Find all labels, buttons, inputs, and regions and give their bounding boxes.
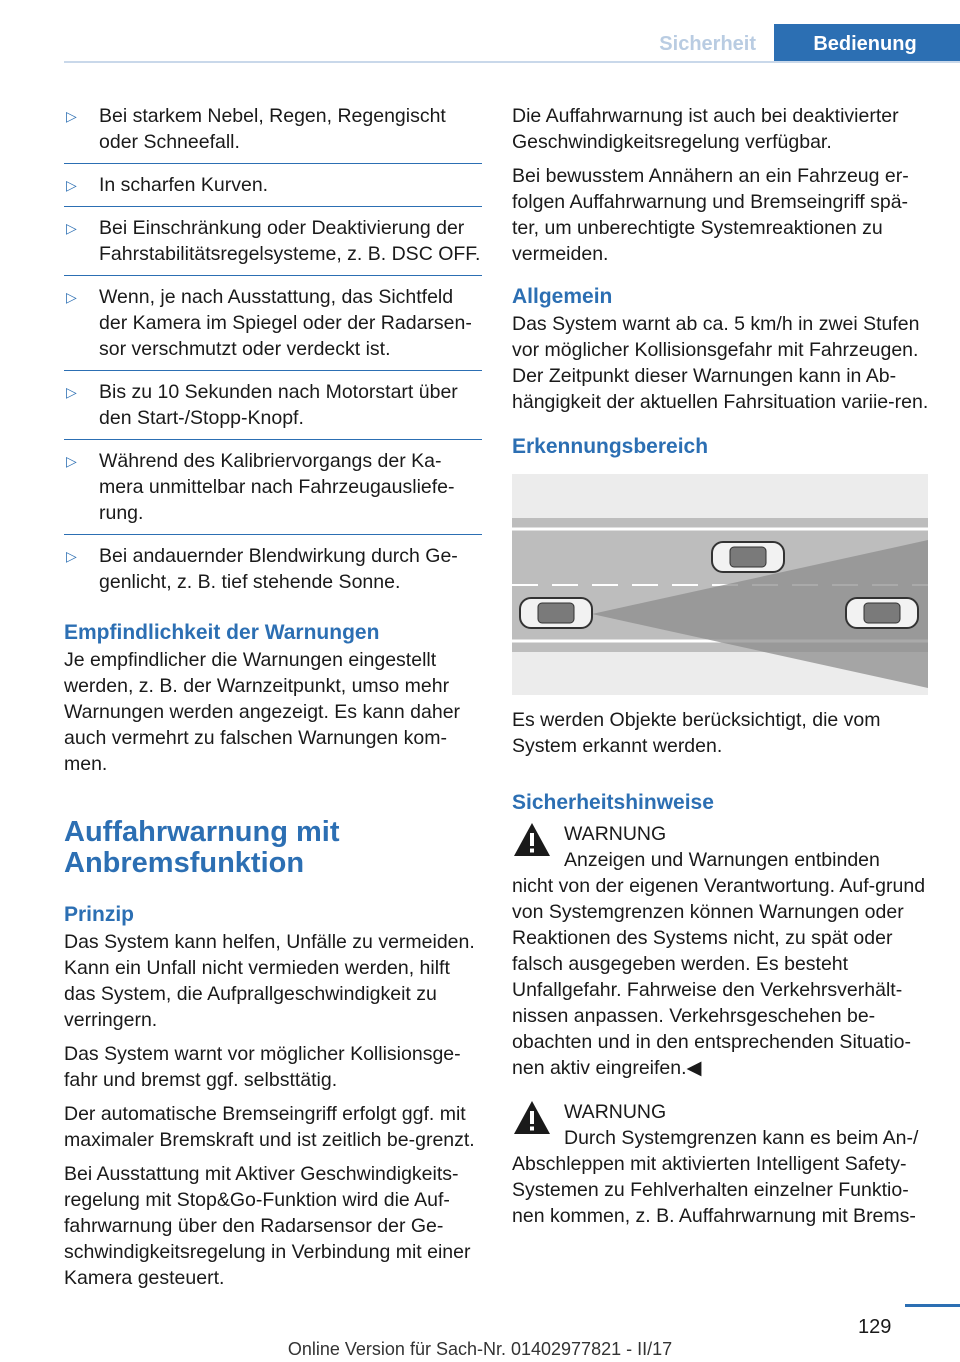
intro-paragraph: Die Auffahrwarnung ist auch bei deaktivierter Geschwindigkeitsregelung verfügbar. [512,105,899,153]
list-item [64,448,482,535]
list-item-text: Bei andauernder Blendwirkung durch Ge‐genlicht, z. B. tief stehende Sonne. [99,545,458,593]
section-title: Auffahrwarnung mit Anbremsfunktion [64,816,340,879]
detection-heading: Erkennungsbereich [512,435,709,458]
list-item-text: Wenn, je nach Ausstattung, das Sichtfeld der Kamera im Spiegel oder der Radarsen‐sor verschmutzt oder verdeckt ist. [99,286,472,360]
warning-first-line: Durch Systemgrenzen kann es beim An-/ [564,1127,919,1149]
general-heading: Allgemein [512,285,613,308]
warning-text: Abschleppen mit aktivierten Intelligent Safety-Systemen zu Fehlverhalten einzelner Funktio‐nen kommen, z. B. Auffahrwarnung mit Brems‐ [512,1153,916,1227]
list-item [64,284,482,371]
warning-label: WARNUNG [564,1101,667,1123]
triangle-bullet-icon: ▷ [66,177,77,193]
list-item-text: In scharfen Kurven. [99,174,269,196]
warning-block [512,821,930,1081]
warning-triangle-icon [512,1099,552,1136]
list-item-text: Während des Kalibriervorgangs der Ka‐mera unmittelbar nach Fahrzeugausliefe‐rung. [99,450,455,524]
footer-rule [905,1304,960,1307]
list-item [64,172,482,207]
condition-list [64,103,482,603]
principle-heading: Prinzip [64,903,135,926]
page-number: 129 [858,1316,892,1338]
header-tabs [641,24,960,62]
triangle-bullet-icon: ▷ [66,548,77,564]
tab-sicherheit[interactable]: Sicherheit [641,24,774,62]
list-item [64,543,482,603]
footer-note: Online Version für Sach-Nr. 01402977821 - II/17 [287,1339,673,1359]
warning-triangle-icon [512,821,552,858]
list-item [64,379,482,440]
sensitivity-text: Je empfindlicher die Warnungen eingestellt werden, z. B. der Warnzeitpunkt, umso mehr Warnungen werden angezeigt. Es kann daher auch vermehrt zu falschen Warnungen kom‐men. [64,649,461,775]
list-item-text: Bei starkem Nebel, Regen, Regengischt oder Schneefall. [99,105,446,153]
header-rule [64,61,960,63]
list-item-text: Bis zu 10 Sekunden nach Motorstart über den Start-/Stopp-Knopf. [99,381,458,429]
car-icon [712,542,784,572]
triangle-bullet-icon: ▷ [66,384,77,400]
left-column [64,103,482,1299]
list-item [64,215,482,276]
safety-heading: Sicherheitshinweise [512,791,714,814]
car-icon [520,598,592,628]
principle-paragraph: Das System warnt vor möglicher Kollisionsge‐fahr und bremst ggf. selbsttätig. [64,1043,461,1091]
triangle-bullet-icon: ▷ [66,289,77,305]
detection-range-illustration [512,474,928,695]
intro-paragraph: Bei bewusstem Annähern an ein Fahrzeug er‐folgen Auffahrwarnung und Bremseingriff spä‐ter, um unberechtigte Systemreaktionen zu vermeiden. [512,165,909,265]
principle-paragraph: Bei Ausstattung mit Aktiver Geschwindigkeits‐regelung mit Stop&Go-Funktion wird die Auf‐fahrwarnung über den Radarsensor der Ge‐schwindigkeitsregelung in Verbindung mit einer Kamera gesteuert. [64,1163,471,1289]
right-column [512,103,930,1229]
triangle-bullet-icon: ▷ [66,108,77,124]
list-item [64,103,482,164]
list-item-text: Bei Einschränkung oder Deaktivierung der Fahrstabilitätsregelsysteme, z. B. DSC OFF. [99,217,481,265]
warning-text: nicht von der eigenen Verantwortung. Auf‐grund von Systemgrenzen können Warnungen oder Reaktionen des Systems nicht, zu spät oder falsch ausgegeben werden. Es besteht Unfallgefahr. Fahrweise den Verkehrsverhält‐nissen anpassen. Verkehrsgeschehen be‐obachten und in den entsprechenden Situatio‐nen aktiv eingreifen.◀ [512,875,926,1079]
principle-paragraph: Der automatische Bremseingriff erfolgt ggf. mit maximaler Bremskraft und ist zeitlich be‐grenzt. [64,1103,475,1151]
triangle-bullet-icon: ▷ [66,453,77,469]
general-text: Das System warnt ab ca. 5 km/h in zwei Stufen vor möglicher Kollisionsgefahr mit Fahrzeugen. Der Zeitpunkt dieser Warnungen kann in Ab‐hängigkeit der aktuellen Fahrsituation variie‐ren. [512,313,929,413]
principle-paragraph: Das System kann helfen, Unfälle zu vermeiden. Kann ein Unfall nicht vermieden werden, hilft das System, die Aufprallgeschwindigkeit zu verringern. [64,931,475,1031]
triangle-bullet-icon: ▷ [66,220,77,236]
warning-label: WARNUNG [564,823,667,845]
car-icon [846,598,918,628]
warning-block [512,1099,930,1229]
figure-caption: Es werden Objekte berücksichtigt, die vom System erkannt werden. [512,709,881,757]
warning-first-line: Anzeigen und Warnungen entbinden [564,849,880,871]
sensitivity-heading: Empfindlichkeit der Warnungen [64,621,380,644]
tab-bedienung[interactable]: Bedienung [774,24,960,62]
